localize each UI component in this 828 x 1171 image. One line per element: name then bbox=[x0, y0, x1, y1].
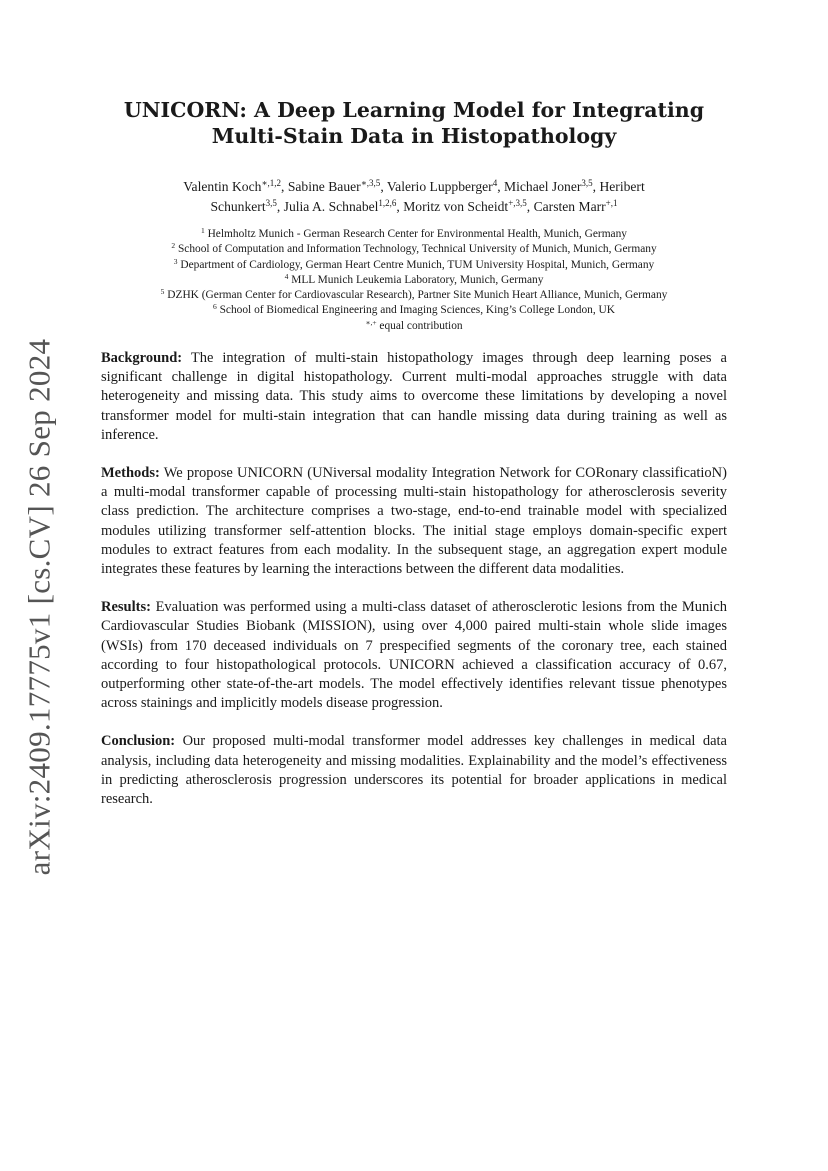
author-affil: +,1 bbox=[605, 198, 618, 208]
equal-contribution-marks: ∗,+ bbox=[365, 317, 377, 327]
author-separator: , bbox=[380, 179, 387, 194]
author-affil: ∗,3,5 bbox=[360, 178, 381, 188]
author-list bbox=[110, 177, 718, 217]
author-separator: , bbox=[497, 179, 504, 194]
affiliation-text: DZHK (German Center for Cardiovascular Research), Partner Site Munich Heart Alliance, Munich, Germany bbox=[167, 289, 668, 302]
section-heading: Background: bbox=[101, 350, 183, 366]
author-affil: 4 bbox=[492, 178, 498, 188]
affiliation-list bbox=[90, 227, 738, 334]
arxiv-identifier bbox=[20, 338, 58, 876]
author-affil: +,3,5 bbox=[508, 198, 527, 208]
affiliation-number: 6 bbox=[212, 302, 217, 312]
affiliation-number: 1 bbox=[200, 226, 205, 235]
author-name-part: Schunkert bbox=[210, 199, 266, 214]
paper-title bbox=[100, 97, 728, 149]
abstract-background bbox=[101, 349, 727, 445]
abstract-results bbox=[101, 598, 727, 713]
abstract-conclusion bbox=[101, 732, 727, 809]
author-name: Valentin Koch bbox=[183, 179, 262, 194]
author-separator: , bbox=[526, 199, 534, 214]
title-line-2: Multi-Stain Data in Histopathology bbox=[211, 124, 617, 148]
author-separator: , bbox=[396, 199, 404, 214]
affiliation-text: MLL Munich Leukemia Laboratory, Munich, Germany bbox=[291, 273, 544, 286]
section-heading: Results: bbox=[101, 599, 151, 616]
affiliation-number: 4 bbox=[284, 271, 289, 281]
author-name: Sabine Bauer bbox=[287, 179, 361, 194]
section-text: Our proposed multi-modal transformer model addresses key challenges in medical data analysis, including data heterogeneity and missing modalities. Explainability and the model’s effectiveness in predicting atherosclerosis progression underscores its potential for broader applications in medical research. bbox=[101, 733, 727, 808]
affiliation bbox=[90, 288, 738, 303]
affiliation-text: Department of Cardiology, German Heart Centre Munich, TUM University Hospital, Munich, Germany bbox=[180, 258, 655, 271]
author-affil: 3,5 bbox=[265, 198, 277, 208]
author-name: Moritz von Scheidt bbox=[403, 199, 509, 214]
affiliation-number: 2 bbox=[171, 241, 176, 251]
author-separator: , bbox=[281, 179, 288, 194]
author-affil: 1,2,6 bbox=[378, 198, 397, 208]
abstract bbox=[101, 349, 727, 828]
section-heading: Methods: bbox=[101, 465, 160, 482]
affiliation-number: 3 bbox=[173, 256, 178, 266]
author-separator: , bbox=[276, 199, 284, 214]
author-name: Michael Joner bbox=[504, 179, 582, 194]
affiliation bbox=[90, 273, 738, 288]
affiliation bbox=[90, 303, 738, 318]
section-text: The integration of multi-stain histopathology images through deep learning poses a significant challenge in digital histopathology. Current multi-modal approaches struggle with data heterogeneity and missing data. This study aims to overcome these limitations by developing a novel transformer model for multi-stain integration that can handle missing data during training as well as inference. bbox=[101, 350, 727, 443]
author-name: Carsten Marr bbox=[533, 199, 606, 214]
affiliation-number: 5 bbox=[160, 287, 165, 297]
section-text: Evaluation was performed using a multi-class dataset of atherosclerotic lesions from the Munich Cardiovascular Studies Biobank (MISSION), using over 4,000 paired multi-stain whole slide images (WSIs) from 170 deceased individuals on 7 prespecified segments of the coronary tree, each stained according to four histopathological protocols. UNICORN achieved a classification accuracy of 0.67, outperforming other state-of-the-art models. The model effectively identifies relevant tissue phenotypes across stainings and implicitly models disease progression. bbox=[101, 599, 728, 712]
author-line-2 bbox=[110, 197, 718, 217]
arxiv-identifier-text: arXiv:2409.17775v1 [cs.CV] 26 Sep 2024 bbox=[21, 338, 57, 876]
equal-contribution-text: equal contribution bbox=[379, 319, 463, 332]
affiliation bbox=[90, 227, 738, 242]
author-name-part: Heribert bbox=[599, 179, 645, 194]
equal-contribution-note bbox=[90, 319, 738, 334]
affiliation bbox=[90, 242, 738, 257]
abstract-methods bbox=[101, 464, 727, 579]
affiliation bbox=[90, 258, 738, 273]
author-name: Valerio Luppberger bbox=[386, 179, 493, 194]
section-heading: Conclusion: bbox=[101, 733, 176, 750]
author-separator: , bbox=[592, 179, 600, 194]
author-affil: ∗,1,2 bbox=[261, 178, 282, 188]
section-text: We propose UNICORN (UNiversal modality Integration Network for CORonary classificatioN) a multi-modal transformer capable of processing multi-stain histopathology for atherosclerosis severity class prediction. The architecture comprises a two-stage, end-to-end trainable model with specialized modules utilizing transformer self-attention blocks. The initial stage employs domain-specific expert modules to extract features from each modality. In the subsequent stage, an aggregation expert module integrates these features by learning the interactions between the different data modalities. bbox=[101, 465, 727, 578]
affiliation-text: School of Biomedical Engineering and Imaging Sciences, King’s College London, UK bbox=[219, 304, 616, 317]
author-line-1 bbox=[110, 177, 718, 197]
author-name: Julia A. Schnabel bbox=[283, 199, 379, 214]
title-line-1: UNICORN: A Deep Learning Model for Integrating bbox=[123, 98, 705, 122]
author-affil: 3,5 bbox=[581, 178, 593, 188]
affiliation-text: School of Computation and Information Technology, Technical University of Munich, Munich, Germany bbox=[177, 243, 657, 256]
affiliation-text: Helmholtz Munich - German Research Center for Environmental Health, Munich, Germany bbox=[207, 228, 628, 240]
